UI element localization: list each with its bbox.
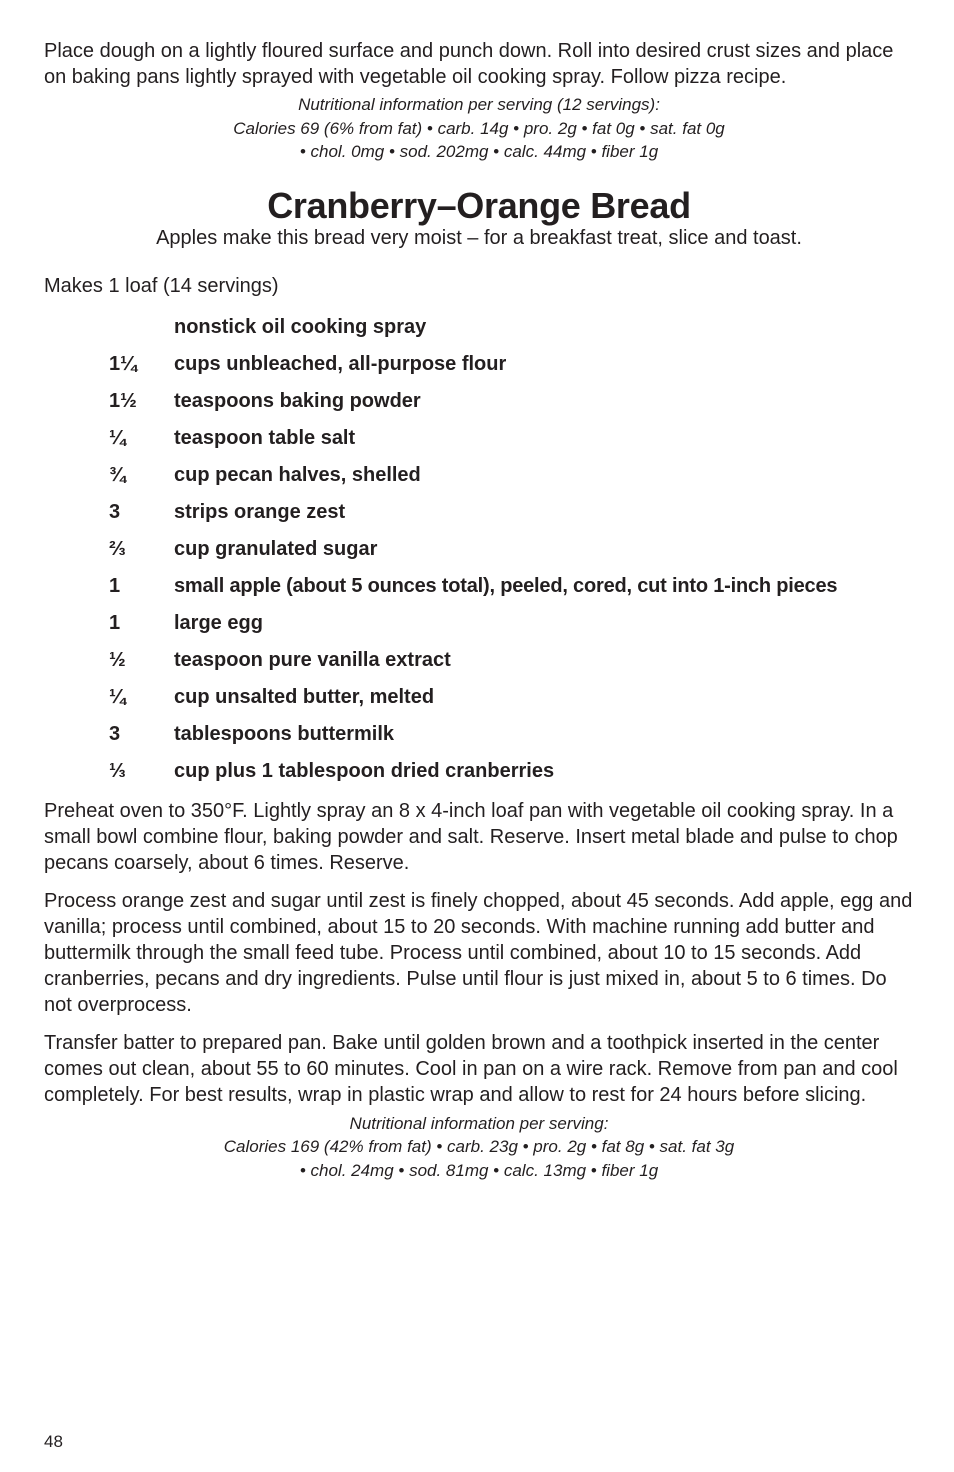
method-step-2: Process orange zest and sugar until zest is finely chopped, about 45 seconds. Add apple, egg and vanilla; process until combined, about 15 to 20 seconds. With machine running add butter and buttermilk through the small feed tube. Process until combined, about 10 to 15 seconds. Add cranberries, pecans and dry ingredients. Pulse until flour is just mixed in, about 5 to 6 times. Do not overprocess.: [44, 889, 913, 1016]
ingredient-name: teaspoon table salt: [174, 426, 356, 449]
ingredient-name: cup pecan halves, shelled: [174, 463, 421, 486]
ingredient-quantity: 1½: [109, 389, 137, 412]
ingredient-quantity: 1: [109, 611, 121, 634]
ingredient-name: strips orange zest: [174, 500, 346, 523]
ingredient-row: [44, 721, 914, 758]
ingredient-quantity: 3: [109, 722, 121, 745]
nutrition-line-2: • chol. 24mg • sod. 81mg • calc. 13mg • fiber 1g: [299, 1160, 659, 1180]
nutrition-line-1: Calories 169 (42% from fat) • carb. 23g • pro. 2g • fat 8g • sat. fat 3g: [223, 1137, 735, 1156]
ingredient-quantity: 1¼: [109, 352, 137, 375]
ingredient-name: small apple (about 5 ounces total), peeled, cored, cut into 1-inch pieces: [174, 574, 838, 597]
nutrition-heading: Nutritional information per serving (12 servings):: [298, 95, 660, 114]
ingredient-quantity: [109, 314, 174, 351]
ingredient-row: [44, 314, 914, 351]
ingredient-quantity: ⅔: [109, 537, 126, 560]
ingredient-row: [44, 684, 914, 721]
ingredient-row: [44, 388, 914, 425]
ingredient-name: cups unbleached, all-purpose flour: [174, 352, 507, 375]
ingredient-quantity: ¾: [109, 463, 126, 486]
ingredient-list: [44, 314, 914, 795]
recipe-subtitle: Apples make this bread very moist – for a breakfast treat, slice and toast.: [156, 226, 802, 249]
method-step-1: Preheat oven to 350°F. Lightly spray an 8 x 4-inch loaf pan with vegetable oil cooking spray. In a small bowl combine flour, baking powder and salt. Reserve. Insert metal blade and pulse to chop pecans coarsely, about 6 times. Reserve.: [44, 799, 898, 874]
ingredient-quantity: ⅓: [109, 759, 126, 782]
recipe-yield: Makes 1 loaf (14 servings): [44, 274, 279, 297]
ingredient-row: [44, 462, 914, 499]
nutrition-line-1: Calories 69 (6% from fat) • carb. 14g • pro. 2g • fat 0g • sat. fat 0g: [233, 118, 725, 138]
ingredient-row: [44, 610, 914, 647]
ingredient-row: [44, 499, 914, 536]
recipe-page: [44, 38, 914, 1182]
nutrition-line-2: • chol. 0mg • sod. 202mg • calc. 44mg • fiber 1g: [299, 142, 659, 161]
ingredient-row: [44, 647, 914, 684]
ingredient-quantity: ½: [109, 648, 126, 671]
intro-paragraph: Place dough on a lightly floured surface and punch down. Roll into desired crust sizes and place on baking pans lightly sprayed with vegetable oil cooking spray. Follow pizza recipe.: [44, 40, 894, 88]
previous-nutrition-info: [44, 93, 914, 164]
ingredient-row: [44, 758, 914, 795]
page-number: 48: [44, 1432, 63, 1451]
ingredient-quantity: ¼: [109, 426, 126, 449]
ingredient-row: [44, 573, 914, 610]
ingredient-quantity: 1: [109, 574, 121, 597]
ingredient-row: [44, 351, 914, 388]
ingredient-name: cup granulated sugar: [174, 537, 378, 560]
ingredient-name: large egg: [174, 611, 263, 634]
ingredient-row: [44, 425, 914, 462]
ingredient-row: [44, 536, 914, 573]
nutrition-heading: Nutritional information per serving:: [349, 1113, 609, 1133]
recipe-nutrition-info: [44, 1112, 914, 1183]
ingredient-name: cup plus 1 tablespoon dried cranberries: [174, 759, 555, 782]
method-step-3: Transfer batter to prepared pan. Bake until golden brown and a toothpick inserted in the center comes out clean, about 55 to 60 minutes. Cool in pan on a wire rack. Remove from pan and cool completely. For best results, wrap in plastic wrap and allow to rest for 24 hours before slicing.: [44, 1031, 898, 1106]
ingredient-name: tablespoons buttermilk: [174, 722, 395, 745]
ingredient-name: nonstick oil cooking spray: [174, 315, 427, 338]
ingredient-quantity: ¼: [109, 685, 126, 708]
ingredient-name: cup unsalted butter, melted: [174, 685, 435, 708]
recipe-title: Cranberry–Orange Bread: [267, 184, 691, 226]
ingredient-name: teaspoon pure vanilla extract: [174, 648, 451, 671]
ingredient-name: teaspoons baking powder: [174, 389, 421, 412]
ingredient-quantity: 3: [109, 500, 121, 523]
